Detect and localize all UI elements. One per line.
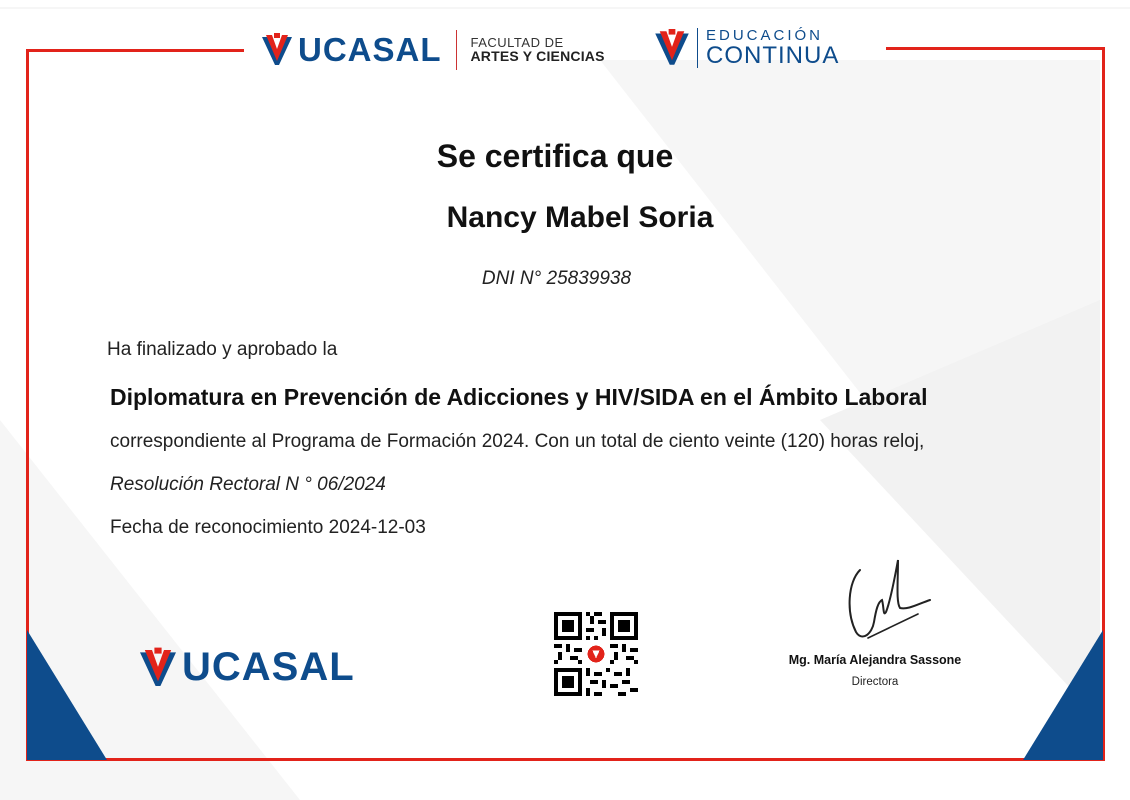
signature-icon [838, 552, 938, 647]
course-title: Diplomatura en Prevención de Adicciones y HIV/SIDA en el Ámbito Laboral [110, 384, 928, 410]
resolution-text: Resolución Rectoral N ° 06/2024 [110, 474, 386, 495]
signer-name: Mg. María Alejandra Sassone [788, 653, 962, 667]
signer-role: Directora [851, 676, 899, 688]
edu-separator [697, 28, 698, 68]
intro-text: Ha finalizado y aprobado la [107, 339, 338, 360]
edu-line2: CONTINUA [706, 41, 840, 69]
header-separator [456, 30, 457, 70]
qr-code-icon[interactable] [554, 612, 638, 696]
certificate-heading: Se certifica que [436, 138, 674, 174]
edu-block [706, 28, 839, 68]
footer-ucasal-logo [140, 645, 355, 690]
frame-bottom [26, 758, 1105, 761]
header-brand-text: UCASAL [298, 31, 442, 68]
recognition-date: Fecha de reconocimiento 2024-12-03 [110, 517, 426, 538]
educacion-continua-logo [655, 28, 839, 68]
faculty-line2: ARTES Y CIENCIAS [470, 48, 605, 65]
ucasal-crest-icon [140, 647, 176, 689]
faculty-line1: FACULTAD DE [470, 34, 564, 50]
ucasal-crest-icon [655, 29, 689, 67]
ucasal-faculty-logo [262, 30, 605, 70]
edu-line1: EDUCACIÓN [706, 27, 824, 45]
ucasal-crest-icon [262, 33, 292, 67]
program-text: correspondiente al Programa de Formación 2024. Con un total de ciento veinte (120) horas reloj, [110, 431, 925, 452]
recipient-dni: DNI N° 25839938 [481, 268, 632, 289]
corner-triangle-left [27, 630, 107, 760]
corner-triangle-right [1023, 630, 1103, 760]
footer-brand-text: UCASAL [182, 645, 355, 689]
frame-top-right [886, 47, 1105, 50]
recipient-name: Nancy Mabel Soria [446, 201, 714, 234]
frame-top-left [26, 49, 244, 52]
faculty-block [471, 36, 605, 64]
